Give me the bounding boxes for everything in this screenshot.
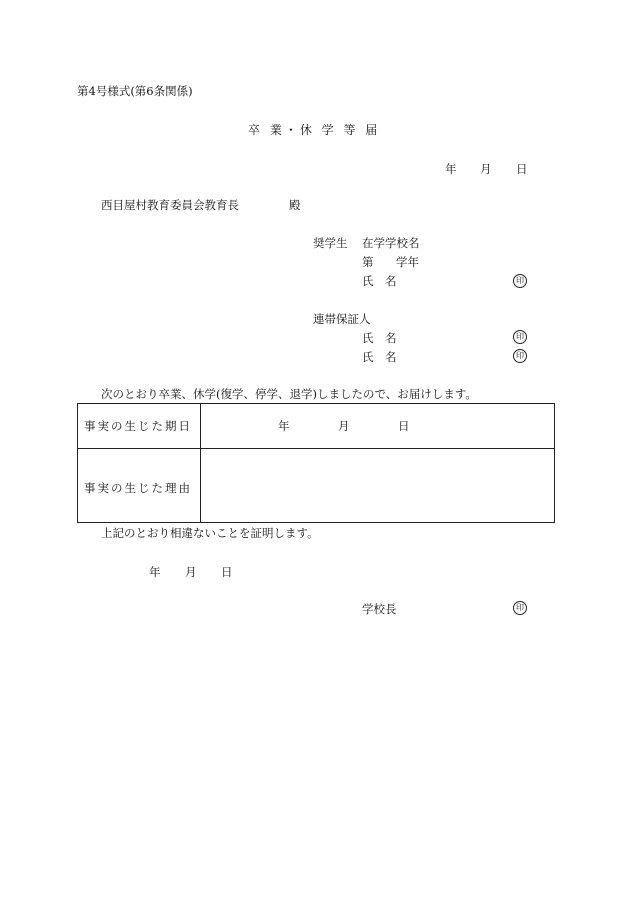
row-date-month: 月 bbox=[338, 419, 352, 433]
school-name-label: 在学学校名 bbox=[362, 236, 420, 250]
guarantor-label: 連帯保証人 bbox=[313, 312, 371, 326]
date-month: 月 bbox=[480, 162, 492, 176]
grade-prefix: 第 bbox=[362, 255, 374, 269]
row-date-year: 年 bbox=[278, 419, 292, 433]
principal-label: 学校長 bbox=[362, 602, 397, 616]
guarantor-seal1-icon: 印 bbox=[513, 330, 527, 344]
row-date-day: 日 bbox=[398, 419, 412, 433]
table-row-date bbox=[78, 404, 554, 449]
table-divider bbox=[200, 404, 201, 522]
cert-date-day: 日 bbox=[221, 565, 233, 579]
student-label: 奨学生 bbox=[313, 236, 348, 250]
student-seal-icon: 印 bbox=[513, 274, 527, 288]
cert-date-month: 月 bbox=[185, 565, 197, 579]
facts-table bbox=[77, 403, 555, 523]
form-number: 第4号様式(第6条関係) bbox=[77, 84, 193, 98]
guarantor-seal2-icon: 印 bbox=[513, 349, 527, 363]
form-title: 卒 業・休 学 等 届 bbox=[248, 123, 381, 137]
guarantor-name1-label: 氏 名 bbox=[362, 331, 397, 345]
row-date-label: 事実の生じた期日 bbox=[84, 419, 192, 433]
date-year: 年 bbox=[445, 162, 457, 176]
guarantor-name2-label: 氏 名 bbox=[362, 350, 397, 364]
principal-seal-icon: 印 bbox=[513, 601, 527, 615]
addressee-name: 西目屋村教育委員会教育長 bbox=[101, 198, 239, 212]
grade-suffix: 学年 bbox=[396, 255, 419, 269]
student-name-label: 氏 名 bbox=[362, 274, 397, 288]
certification-text: 上記のとおり相違ないことを証明します。 bbox=[101, 526, 319, 540]
cert-date-year: 年 bbox=[149, 565, 161, 579]
row-reason-label: 事実の生じた理由 bbox=[84, 481, 192, 495]
date-day: 日 bbox=[516, 162, 528, 176]
addressee-honorific: 殿 bbox=[289, 198, 301, 212]
statement: 次のとおり卒業、休学(復学、停学、退学)しましたので、お届けします。 bbox=[101, 387, 477, 401]
